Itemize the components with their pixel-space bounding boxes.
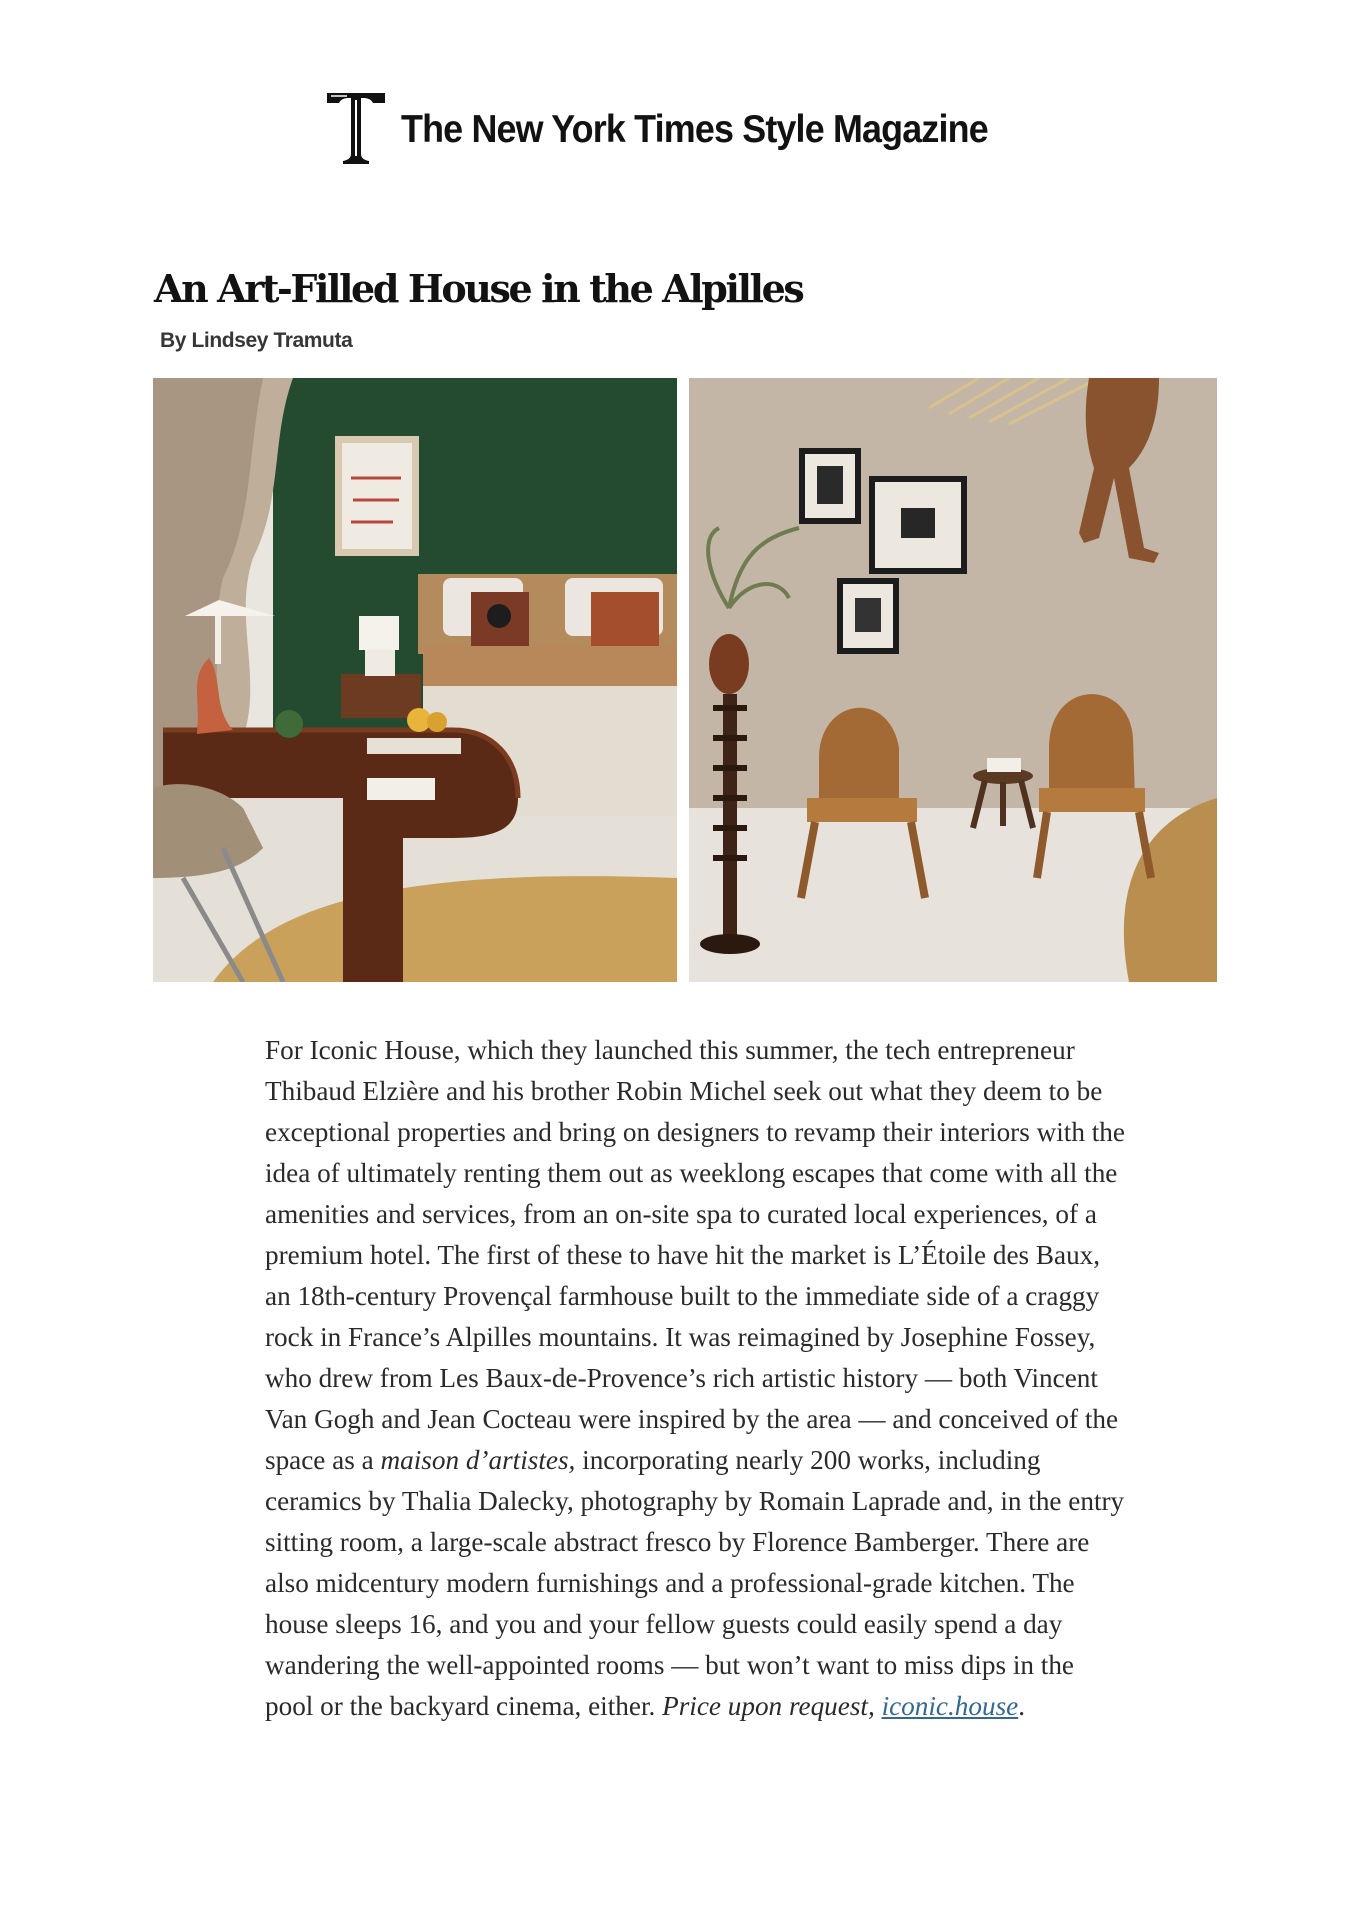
photo-sitting-room	[689, 378, 1217, 982]
article-body	[265, 1030, 1125, 1727]
body-text-italic-phrase: maison d’artistes,	[380, 1445, 576, 1475]
photo-bedroom	[153, 378, 677, 982]
masthead	[0, 88, 1364, 168]
masthead-title[interactable]: The New York Times Style Magazine	[401, 108, 988, 151]
iconic-house-link[interactable]: iconic.house	[881, 1691, 1019, 1721]
body-text-end: .	[1018, 1691, 1026, 1721]
body-text-main: For Iconic House, which they launched this summer, the tech entrepreneur Thibaud Elzière and his brother Robin Michel seek out what they deem to be exceptional properties and bring on designers to revamp their interiors with the idea of ultimately renting them out as weeklong escapes that come with all the amenities and services, from an on-site spa to curated local experiences, of a premium hotel. The first of these to have hit the market is L’Étoile des Baux, an 18th-century Provençal farmhouse built to the immediate side of a craggy rock in France’s Alpilles mountains. It was reimagined by Josephine Fossey, who drew from Les Baux-de-Provence’s rich artistic history — both Vincent Van Gogh and Jean Cocteau were inspired by the area — and conceived of the space as a	[265, 1035, 1125, 1475]
article-headline: An Art-Filled House in the Alpilles	[154, 266, 803, 311]
article-byline: By Lindsey Tramuta	[160, 329, 353, 352]
body-text-continuation: incorporating nearly 200 works, including ceramics by Thalia Dalecky, photography by Romain Laprade and, in the entry sitting room, a large-scale abstract fresco by Florence Bamberger. There are also midcentury modern furnishings and a professional-grade kitchen. The house sleeps 16, and you and your fellow guests could easily spend a day wandering the well-appointed rooms — but won’t want to miss dips in the pool or the backyard cinema, either.	[265, 1445, 1125, 1721]
t-logo-icon[interactable]	[325, 90, 387, 166]
price-note: Price upon request,	[662, 1691, 875, 1721]
